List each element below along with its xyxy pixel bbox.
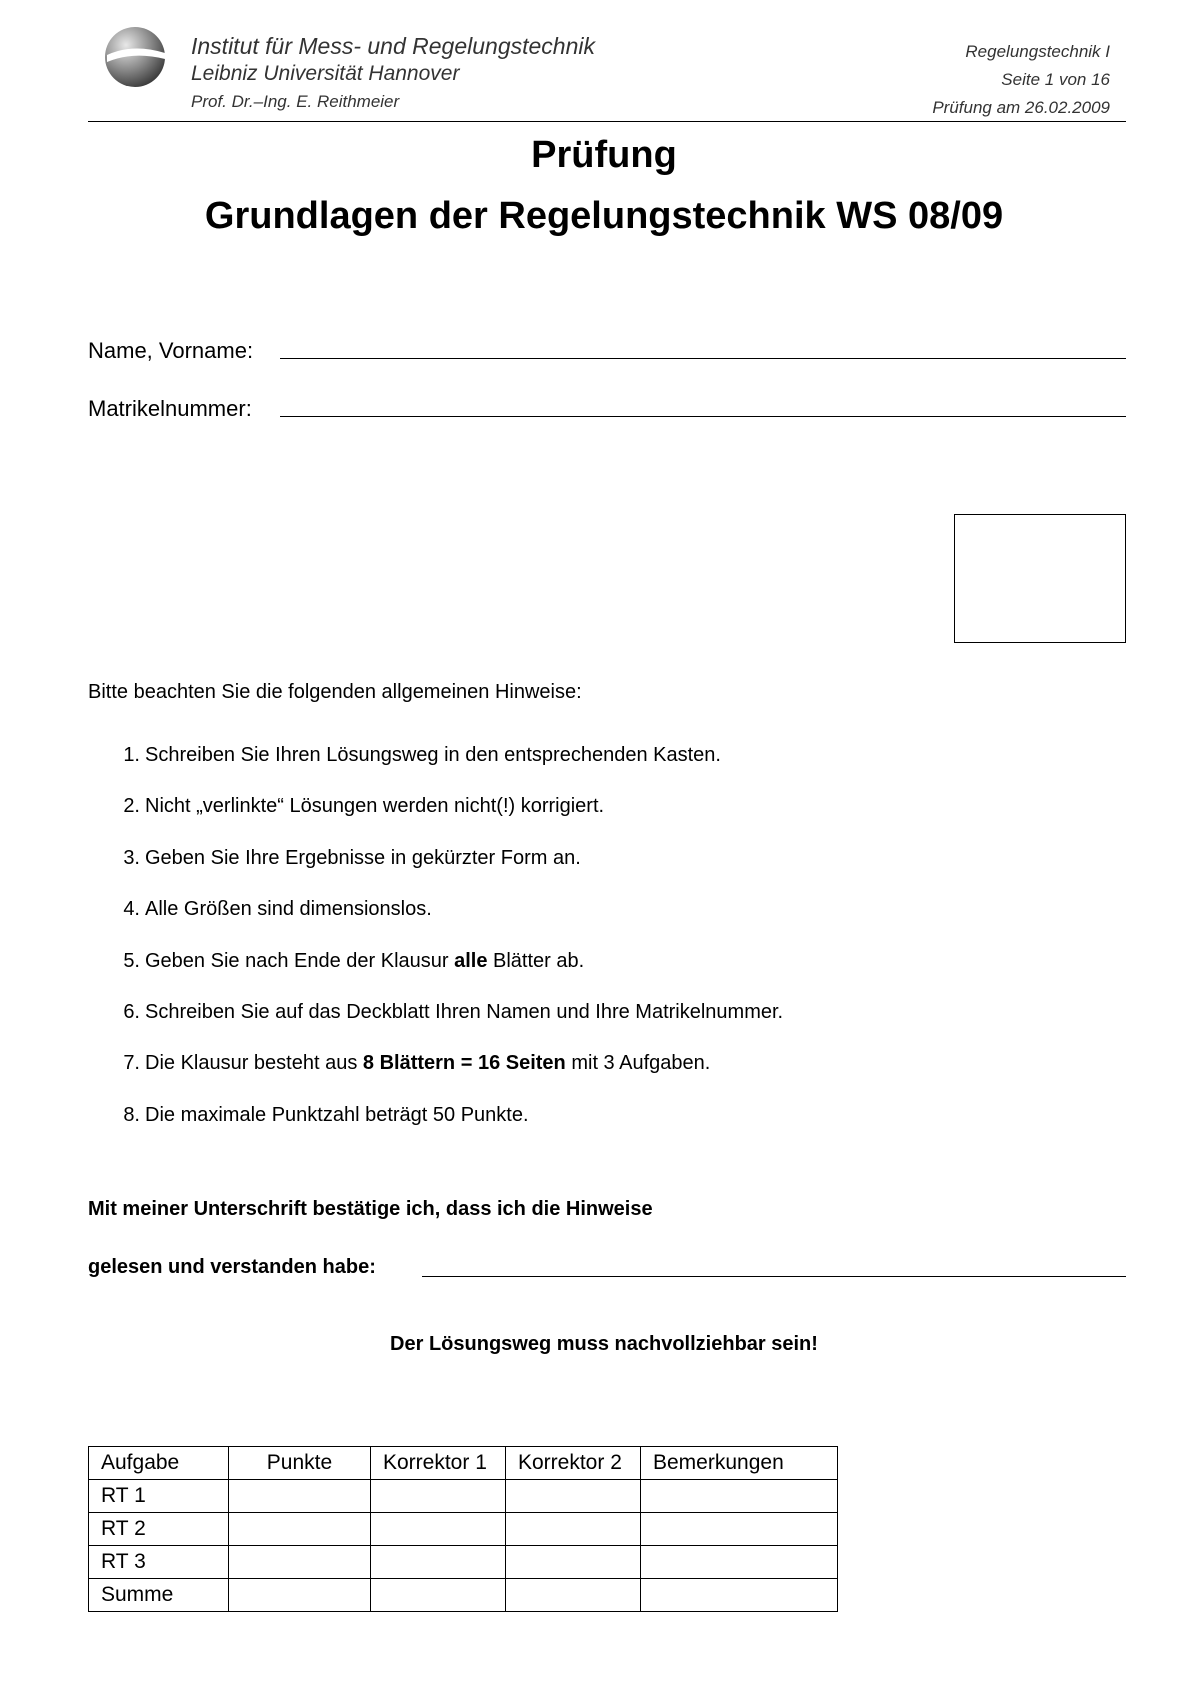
university-name: Leibniz Universität Hannover — [191, 62, 460, 85]
instructions-intro: Bitte beachten Sie die folgenden allgemeinen Hinweise: — [88, 681, 582, 703]
signature-statement: Mit meiner Unterschrift bestätige ich, dass ich die Hinweise — [88, 1198, 653, 1220]
table-cell[interactable] — [641, 1480, 838, 1513]
institute-logo-icon — [103, 25, 167, 89]
list-item — [88, 847, 783, 898]
column-header-korrektor1: Korrektor 1 — [371, 1447, 506, 1480]
table-cell[interactable] — [229, 1579, 371, 1612]
item-number: 3. — [123, 846, 140, 869]
column-header-aufgabe: Aufgabe — [89, 1447, 229, 1480]
item-text: Die maximale Punktzahl beträgt 50 Punkte. — [145, 1103, 529, 1126]
table-cell[interactable] — [641, 1579, 838, 1612]
item-text-end: Blätter ab. — [487, 949, 585, 972]
signature-label: gelesen und verstanden habe: — [88, 1256, 376, 1278]
item-text: Die Klausur besteht aus — [145, 1052, 363, 1075]
name-label: Name, Vorname: — [88, 338, 254, 363]
item-text-end: mit 3 Aufgaben. — [565, 1052, 711, 1075]
item-text: Geben Sie nach Ende der Klausur — [145, 949, 455, 972]
row-label: RT 2 — [89, 1513, 229, 1546]
score-table — [88, 1446, 838, 1612]
row-label: RT 1 — [89, 1480, 229, 1513]
list-item — [88, 744, 783, 795]
seat-number-box[interactable] — [954, 514, 1126, 643]
item-number: 5. — [123, 949, 140, 972]
item-number: 6. — [123, 1000, 140, 1023]
column-header-korrektor2: Korrektor 2 — [506, 1447, 641, 1480]
table-cell[interactable] — [229, 1546, 371, 1579]
table-cell[interactable] — [506, 1579, 641, 1612]
table-cell[interactable] — [371, 1480, 506, 1513]
header-right-block — [932, 38, 1110, 122]
table-header-row — [89, 1447, 838, 1480]
table-cell[interactable] — [371, 1513, 506, 1546]
item-text: Alle Größen sind dimensionslos. — [145, 898, 432, 921]
list-item — [88, 795, 783, 846]
item-text-bold: 8 Blättern = 16 Seiten — [362, 1052, 566, 1075]
item-number: 4. — [123, 898, 140, 921]
table-cell[interactable] — [229, 1513, 371, 1546]
institute-name: Institut für Mess- und Regelungstechnik — [191, 33, 595, 59]
item-text: Geben Sie Ihre Ergebnisse in gekürzter Form an. — [145, 846, 581, 869]
item-number: 1. — [123, 744, 140, 766]
item-number: 8. — [123, 1103, 140, 1126]
row-label: Summe — [89, 1579, 229, 1612]
signature-field[interactable] — [422, 1276, 1126, 1277]
instructions-list — [88, 744, 783, 1155]
page-subtitle: Grundlagen der Regelungstechnik WS 08/09 — [204, 195, 1004, 237]
row-label: RT 3 — [89, 1546, 229, 1579]
page-counter: Seite 1 von 16 — [1001, 70, 1110, 89]
name-field[interactable] — [280, 358, 1126, 359]
list-item — [88, 898, 783, 949]
page-title: Prüfung — [531, 134, 677, 176]
table-row — [89, 1480, 838, 1513]
item-number: 7. — [123, 1052, 140, 1075]
column-header-punkte: Punkte — [229, 1447, 371, 1480]
solution-note: Der Lösungsweg muss nachvollziehbar sein! — [390, 1333, 818, 1355]
table-cell[interactable] — [371, 1579, 506, 1612]
table-cell[interactable] — [641, 1513, 838, 1546]
item-text-bold: alle — [454, 949, 488, 972]
table-cell[interactable] — [229, 1480, 371, 1513]
table-cell[interactable] — [506, 1480, 641, 1513]
item-number: 2. — [123, 795, 140, 818]
table-row — [89, 1546, 838, 1579]
item-text: Schreiben Sie Ihren Lösungsweg in den entsprechenden Kasten. — [145, 744, 721, 766]
table-cell[interactable] — [371, 1546, 506, 1579]
header-divider — [88, 121, 1126, 122]
table-cell[interactable] — [506, 1513, 641, 1546]
table-cell[interactable] — [506, 1546, 641, 1579]
institute-block — [191, 32, 595, 115]
matrikel-field[interactable] — [280, 416, 1126, 417]
table-cell[interactable] — [641, 1546, 838, 1579]
table-row — [89, 1579, 838, 1612]
list-item — [88, 1052, 783, 1103]
list-item — [88, 1104, 783, 1155]
list-item — [88, 1001, 783, 1052]
course-name: Regelungstechnik I — [965, 42, 1110, 61]
matrikel-label: Matrikelnummer: — [88, 396, 252, 421]
column-header-bemerkungen: Bemerkungen — [641, 1447, 838, 1480]
item-text: Schreiben Sie auf das Deckblatt Ihren Namen und Ihre Matrikelnummer. — [145, 1000, 784, 1023]
exam-date: Prüfung am 26.02.2009 — [932, 98, 1110, 117]
professor-name: Prof. Dr.–Ing. E. Reithmeier — [191, 92, 400, 111]
item-text: Nicht „verlinkte“ Lösungen werden nicht(!) korrigiert. — [145, 795, 605, 818]
list-item — [88, 950, 783, 1001]
table-row — [89, 1513, 838, 1546]
